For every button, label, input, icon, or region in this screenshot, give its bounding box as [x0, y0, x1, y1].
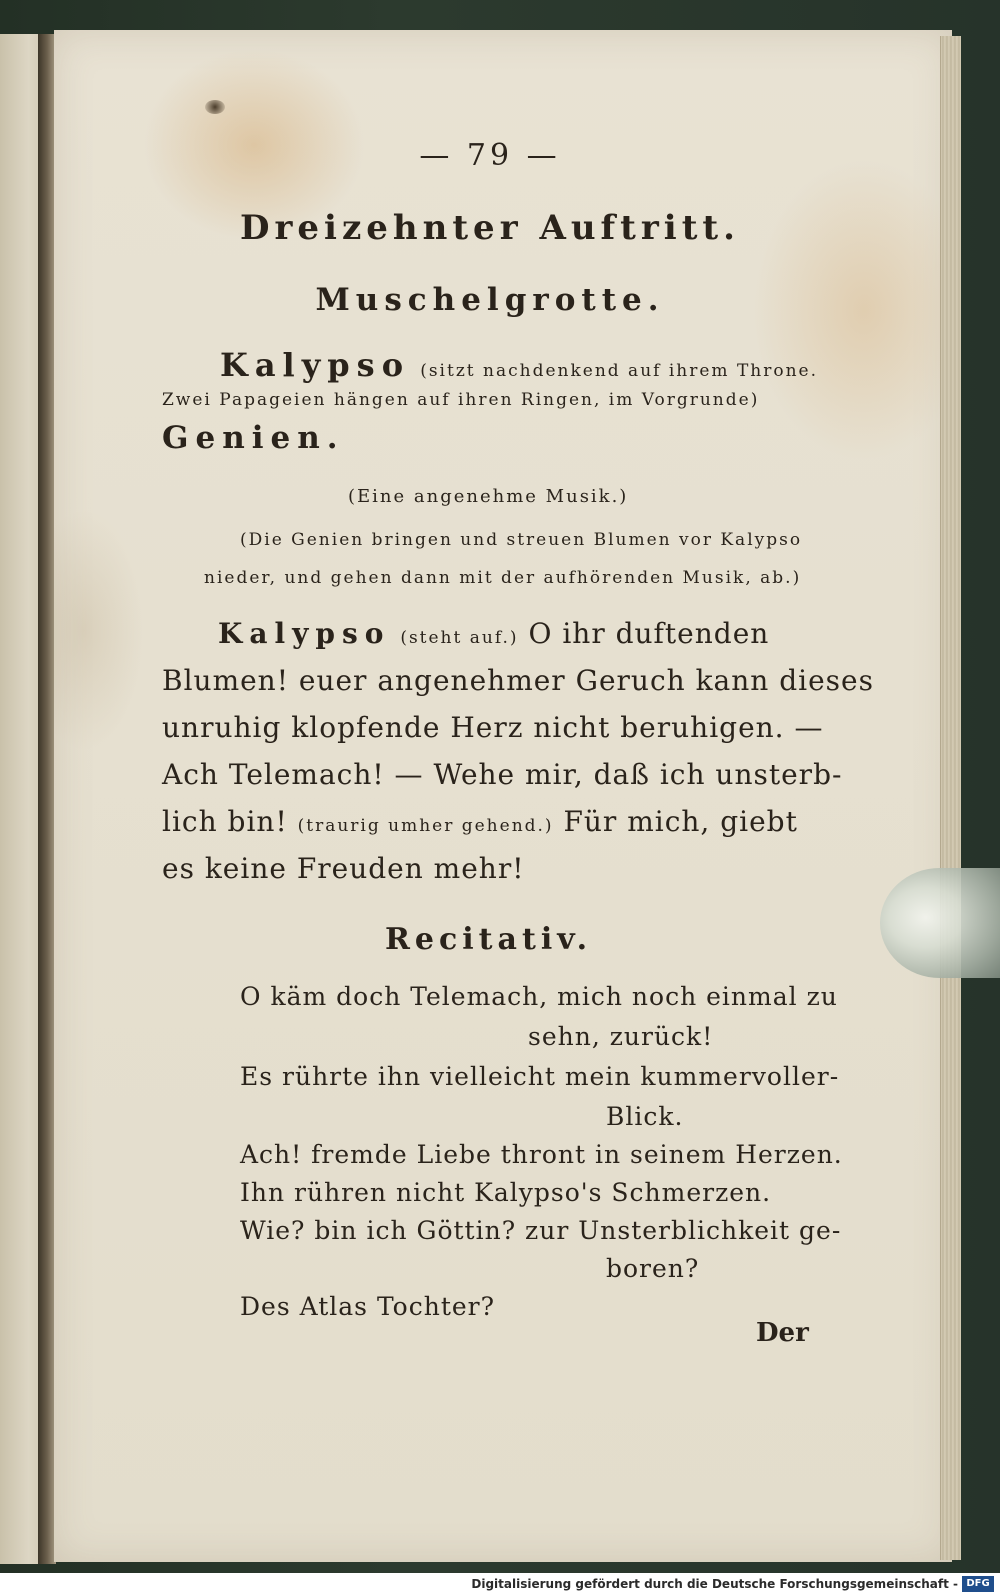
speech-line-6: es keine Freuden mehr!	[162, 852, 525, 885]
verse-line: Es rührte ihn vielleicht mein kummervoller-	[240, 1062, 840, 1091]
verse-line: Ach! fremde Liebe thront in seinem Herzen.	[240, 1140, 843, 1169]
stage-setting-line-1	[220, 346, 818, 384]
verse-line: Des Atlas Tochter?	[240, 1292, 496, 1321]
stage-direction-genien-line-1: (Die Genien bringen und streuen Blumen vor Kalypso	[240, 530, 803, 550]
speech-line-2: Blumen! euer angenehmer Geruch kann dieses	[162, 664, 874, 697]
speech-text: lich bin!	[162, 805, 288, 838]
page-stack-edge	[940, 36, 961, 1560]
verse-line: sehn, zurück!	[528, 1022, 714, 1051]
verse-line: Wie? bin ich Göttin? zur Unsterblichkeit ge-	[240, 1216, 842, 1245]
verse-line: boren?	[606, 1254, 700, 1283]
speech-line-5	[162, 805, 798, 838]
stage-setting-line-2: Zwei Papageien hängen auf ihren Ringen, im Vorgrunde)	[162, 390, 760, 410]
stage-direction: (sitzt nachdenkend auf ihrem Throne.	[420, 361, 819, 381]
stage-direction: (traurig umher gehend.)	[297, 816, 554, 836]
stage-direction-music: (Eine angenehme Musik.)	[348, 486, 629, 507]
dfg-logo-icon: DFG	[962, 1576, 994, 1592]
scene-location: Muschelgrotte.	[315, 282, 665, 318]
book-page	[54, 30, 952, 1562]
verse-line: Ihn rühren nicht Kalypso's Schmerzen.	[240, 1178, 772, 1207]
page-number: — 79 —	[419, 138, 561, 173]
recitativ-heading: Recitativ.	[385, 922, 593, 957]
verse-line: Blick.	[606, 1102, 684, 1131]
catchword: Der	[756, 1318, 809, 1348]
speech-line-4: Ach Telemach! — Wehe mir, daß ich unsterb-	[162, 758, 843, 791]
speech-line-3: unruhig klopfende Herz nicht beruhigen. —	[162, 711, 824, 744]
speaker-name: Kalypso	[220, 346, 411, 384]
speech-line-1	[218, 617, 769, 650]
scene-title: Dreizehnter Auftritt.	[240, 208, 740, 248]
speaker-name: Kalypso	[218, 617, 391, 650]
ink-spot	[205, 100, 225, 114]
verse-line: O käm doch Telemach, mich noch einmal zu	[240, 982, 838, 1011]
stage-setting-line-3: Genien.	[162, 420, 345, 456]
speech-text: O ihr duftenden	[528, 617, 770, 650]
footer-credit: Digitalisierung gefördert durch die Deutsche Forschungsgemeinschaft -	[471, 1577, 958, 1591]
stage-direction: (steht auf.)	[400, 628, 519, 648]
speech-text: Für mich, giebt	[563, 805, 798, 838]
footer-bar	[0, 1573, 1000, 1596]
stage-direction-genien-line-2: nieder, und gehen dann mit der aufhörenden Musik, ab.)	[204, 568, 802, 588]
thumb-holding-page	[880, 868, 1000, 978]
